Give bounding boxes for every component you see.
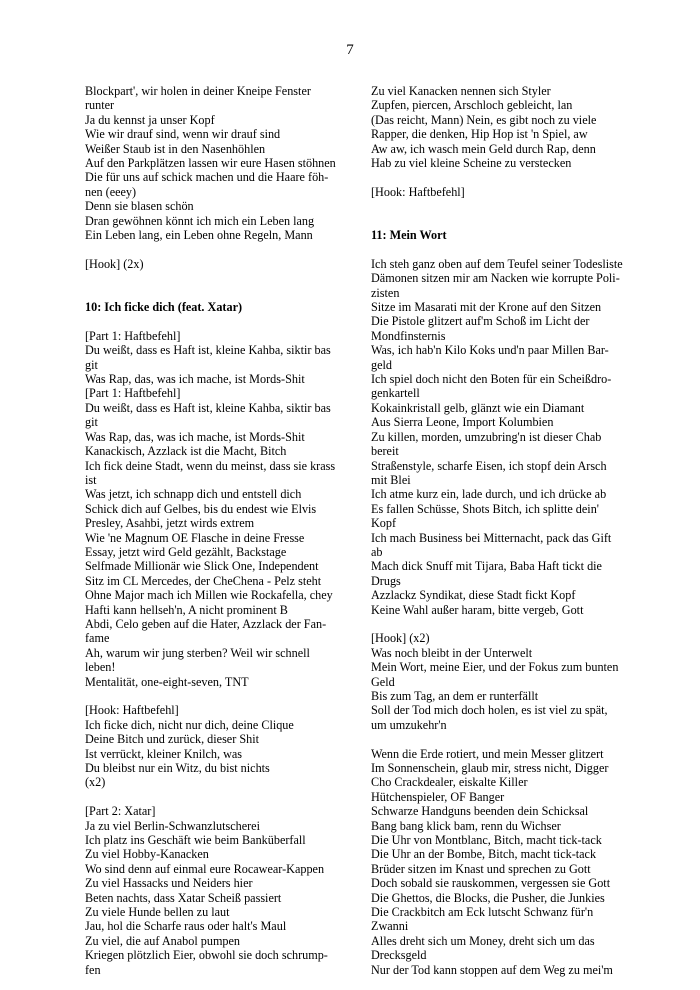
lyric-line: Ja zu viel Berlin-Schwanzlutscherei: [85, 818, 260, 833]
lyric-line: Selfmade Millionär wie Slick One, Independent: [85, 559, 319, 574]
lyric-line: leben!: [85, 660, 116, 675]
lyric-line: [Part 1: Haftbefehl]: [85, 386, 181, 401]
song-title: 10: Ich ficke dich (feat. Xatar): [85, 300, 243, 315]
lyric-line: Es fallen Schüsse, Shots Bitch, ich splitte dein': [371, 501, 599, 516]
lyric-line: Essay, jetzt wird Geld gezählt, Backstage: [85, 544, 287, 559]
lyric-line: Ein Leben lang, ein Leben ohne Regeln, Mann: [85, 228, 313, 243]
lyric-line: Ja du kennst ja unser Kopf: [85, 112, 215, 127]
lyric-line: (Das reicht, Mann) Nein, es gibt noch zu viele: [371, 112, 597, 127]
lyric-line: Du weißt, dass es Haft ist, kleine Kahba, siktir bas: [85, 400, 331, 415]
lyric-line: Kokainkristall gelb, glänzt wie ein Diamant: [371, 400, 585, 415]
lyric-line: Beten nachts, dass Xatar Scheiß passiert: [85, 890, 282, 905]
lyric-line: Zu viel Hobby-Kanacken: [85, 847, 209, 862]
lyric-line: zisten: [371, 285, 400, 300]
lyric-line: geld: [371, 357, 392, 372]
lyric-line: Ich ficke dich, nicht nur dich, deine Clique: [85, 717, 294, 732]
blank-line: [85, 314, 357, 328]
lyric-line: Wo sind denn auf einmal eure Rocawear-Kappen: [85, 861, 325, 876]
lyric-line: Straßenstyle, scharfe Eisen, ich stopf dein Arsch: [371, 458, 607, 473]
lyric-line: Azzlackz Syndikat, diese Stadt fickt Kopf: [371, 588, 576, 603]
lyric-line: Ich platz ins Geschäft wie beim Banküberfall: [85, 833, 306, 848]
lyric-line: Was Rap, das, was ich mache, ist Mords-Shit: [85, 429, 305, 444]
lyric-line: Soll der Tod mich doch holen, es ist viel zu spät,: [371, 703, 608, 718]
lyric-line: Bis zum Tag, an dem er runterfällt: [371, 688, 539, 703]
lyric-line: [Hook: Haftbefehl]: [85, 703, 179, 718]
lyric-line: Drecksgeld: [371, 948, 427, 963]
lyric-line: Zu viel Hassacks und Neiders hier: [85, 876, 253, 891]
blank-line: [371, 214, 641, 228]
blank-line: [371, 617, 641, 631]
lyric-line: Was noch bleibt in der Unterwelt: [371, 645, 533, 660]
left-column: [85, 84, 357, 977]
lyric-line: Abdi, Celo geben auf die Hater, Azzlack der Fan-: [85, 616, 327, 631]
lyric-line: Kopf: [371, 516, 397, 531]
lyric-line: Aus Sierra Leone, Import Kolumbien: [371, 415, 554, 430]
lyric-line: Die Uhr an der Bombe, Bitch, macht tick-tack: [371, 847, 597, 862]
lyric-line: Denn sie blasen schön: [85, 199, 194, 214]
lyric-line: git: [85, 415, 98, 430]
lyric-line: Blockpart', wir holen in deiner Kneipe Fenster: [85, 84, 311, 98]
blank-line: [85, 286, 357, 300]
page-number: 7: [346, 42, 354, 58]
lyric-line: Die Uhr von Montblanc, Bitch, macht tick-tack: [371, 833, 602, 848]
lyric-line: um umzukehr'n: [371, 717, 447, 732]
blank-line: [85, 689, 357, 703]
lyric-line: Ich atme kurz ein, lade durch, und ich drücke ab: [371, 487, 607, 502]
blank-line: [85, 242, 357, 256]
lyric-line: Kriegen plötzlich Eier, obwohl sie doch schrump-: [85, 948, 328, 963]
lyric-line: Du weißt, dass es Haft ist, kleine Kahba, siktir bas: [85, 343, 331, 358]
lyric-line: Mach dick Snuff mit Tijara, Baba Haft tickt die: [371, 559, 602, 574]
lyric-line: Mondfinsternis: [371, 328, 446, 343]
lyric-line: Sitze im Masarati mit der Krone auf den Sitzen: [371, 300, 602, 315]
lyric-line: Aw aw, ich wasch mein Geld durch Rap, denn: [371, 141, 596, 156]
lyric-line: [Hook] (2x): [85, 256, 144, 271]
lyric-line: Ist verrückt, kleiner Knilch, was: [85, 746, 243, 761]
lyric-line: Keine Wahl außer haram, bitte vergeb, Gott: [371, 602, 584, 617]
lyric-line: Was, ich hab'n Kilo Koks und'n paar Millen Bar-: [371, 343, 609, 358]
blank-line: [85, 790, 357, 804]
lyric-line: Ich steh ganz oben auf dem Teufel seiner Todesliste: [371, 256, 623, 271]
lyric-line: Presley, Asahbi, jetzt wirds extrem: [85, 516, 255, 531]
lyric-line: Nur der Tod kann stoppen auf dem Weg zu mei'm: [371, 962, 613, 977]
lyric-line: Bang bang klick bam, renn du Wichser: [371, 818, 561, 833]
lyric-line: [Hook: Haftbefehl]: [371, 184, 465, 199]
blank-line: [371, 242, 641, 256]
blank-line: [371, 732, 641, 746]
lyric-line: [Part 1: Haftbefehl]: [85, 328, 181, 343]
lyric-line: mit Blei: [371, 472, 411, 487]
lyric-line: Die Ghettos, die Blocks, die Pusher, die Junkies: [371, 890, 605, 905]
lyric-line: ab: [371, 544, 383, 559]
lyric-line: Dämonen sitzen mir am Nacken wie korrupte Poli-: [371, 271, 620, 286]
lyric-line: Die Crackbitch am Eck lutscht Schwanz für'n: [371, 905, 594, 920]
lyric-line: Die Pistole glitzert auf'm Schoß im Licht der: [371, 314, 590, 329]
lyric-line: git: [85, 357, 98, 372]
lyric-line: Wie wir drauf sind, wenn wir drauf sind: [85, 127, 281, 142]
right-column: [371, 84, 641, 977]
lyric-line: Dran gewöhnen könnt ich mich ein Leben lang: [85, 213, 315, 228]
lyric-line: runter: [85, 98, 115, 113]
lyric-line: Drugs: [371, 573, 401, 588]
lyric-line: Was jetzt, ich schnapp dich und entstell dich: [85, 487, 302, 502]
lyric-line: [Hook] (x2): [371, 631, 430, 646]
lyric-line: bereit: [371, 444, 399, 459]
lyric-line: Zu viel Kanacken nennen sich Styler: [371, 84, 551, 98]
lyric-line: nen (eeey): [85, 184, 137, 199]
lyric-line: Ah, warum wir jung sterben? Weil wir schnell: [85, 645, 310, 660]
blank-line: [371, 199, 641, 213]
lyric-line: Cho Crackdealer, eiskalte Killer: [371, 775, 528, 790]
lyric-line: genkartell: [371, 386, 420, 401]
lyric-line: Brüder sitzen im Knast und sprechen zu Gott: [371, 861, 591, 876]
lyric-line: Wenn die Erde rotiert, und mein Messer glitzert: [371, 746, 604, 761]
lyric-line: Weißer Staub ist in den Nasenhöhlen: [85, 141, 266, 156]
lyric-line: Hafti kann hellseh'n, A nicht prominent B: [85, 602, 288, 617]
lyric-line: Wie 'ne Magnum OE Flasche in deine Fresse: [85, 530, 305, 545]
lyric-line: Ohne Major mach ich Millen wie Rockafella, chey: [85, 588, 333, 603]
lyric-line: Hütchenspieler, OF Banger: [371, 789, 505, 804]
lyric-line: Jau, hol die Scharfe raus oder halt's Maul: [85, 919, 287, 934]
lyric-line: Geld: [371, 674, 395, 689]
lyric-line: Zu killen, morden, umzubring'n ist dieser Chab: [371, 429, 602, 444]
lyric-line: Deine Bitch und zurück, dieser Shit: [85, 732, 259, 747]
lyric-line: Schick dich auf Gelbes, bis du endest wie Elvis: [85, 501, 317, 516]
lyric-line: fen: [85, 962, 101, 977]
lyric-line: Rapper, die denken, Hip Hop ist 'n Spiel, aw: [371, 127, 588, 142]
lyric-line: [Part 2: Xatar]: [85, 804, 156, 819]
lyric-line: Zwanni: [371, 919, 409, 934]
lyric-line: Ich mach Business bei Mitternacht, pack das Gift: [371, 530, 612, 545]
lyric-line: Zupfen, piercen, Arschloch gebleicht, lan: [371, 98, 573, 113]
blank-line: [85, 271, 357, 285]
lyric-line: Ich fick deine Stadt, wenn du meinst, dass sie krass: [85, 458, 336, 473]
lyric-line: Hab zu viel kleine Scheine zu verstecken: [371, 156, 572, 171]
lyric-line: fame: [85, 631, 110, 646]
lyric-line: (x2): [85, 775, 106, 790]
lyric-line: Zu viel, die auf Anabol pumpen: [85, 933, 241, 948]
lyric-line: Kanackisch, Azzlack ist die Macht, Bitch: [85, 444, 287, 459]
lyric-line: Ich spiel doch nicht den Boten für ein Scheißdro-: [371, 372, 612, 387]
song-title: 11: Mein Wort: [371, 228, 447, 243]
lyric-line: Im Sonnenschein, glaub mir, stress nicht, Digger: [371, 761, 609, 775]
blank-line: [371, 170, 641, 184]
lyric-line: Mein Wort, meine Eier, und der Fokus zum bunten: [371, 660, 619, 675]
lyric-line: Mentalität, one-eight-seven, TNT: [85, 674, 249, 689]
lyric-line: Sitz im CL Mercedes, der CheChena - Pelz steht: [85, 573, 322, 588]
lyric-line: Alles dreht sich um Money, dreht sich um das: [371, 933, 595, 948]
lyric-line: Du bleibst nur ein Witz, du bist nichts: [85, 761, 270, 776]
lyric-line: Was Rap, das, was ich mache, ist Mords-Shit: [85, 372, 305, 387]
lyric-line: Zu viele Hunde bellen zu laut: [85, 905, 230, 920]
lyric-line: Doch sobald sie rauskommen, vergessen sie Gott: [371, 876, 611, 891]
lyric-line: Die für uns auf schick machen und die Haare föh-: [85, 170, 329, 185]
lyric-line: ist: [85, 472, 97, 487]
lyric-line: Auf den Parkplätzen lassen wir eure Hasen stöhnen: [85, 156, 336, 171]
lyric-line: Schwarze Handguns beenden dein Schicksal: [371, 804, 589, 819]
